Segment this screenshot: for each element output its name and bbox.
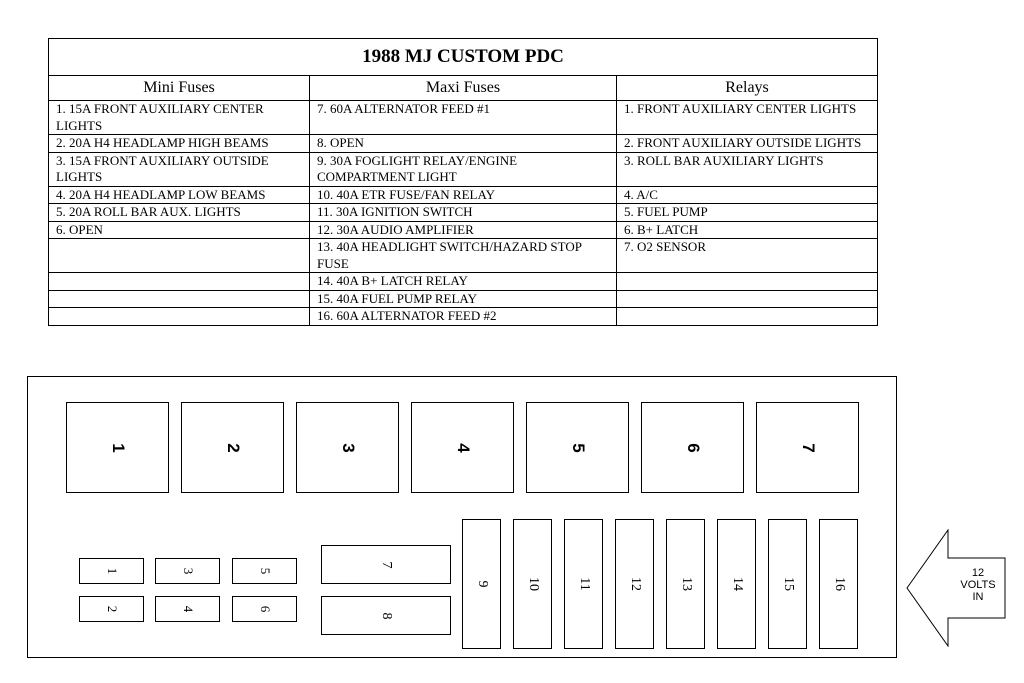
maxi-fuse-label-9: 9 bbox=[474, 580, 490, 588]
header-mini-fuses: Mini Fuses bbox=[49, 76, 310, 101]
mini-fuse-label-6: 6 bbox=[257, 605, 273, 613]
mini-fuse-cell: 6. OPEN bbox=[49, 221, 310, 239]
maxi-fuse-label-8: 8 bbox=[379, 612, 394, 619]
mini-fuse-slot-6 bbox=[232, 596, 297, 622]
mini-fuse-cell: 2. 20A H4 HEADLAMP HIGH BEAMS bbox=[49, 135, 310, 153]
header-maxi-fuses: Maxi Fuses bbox=[310, 76, 617, 101]
relay-label-6: 6 bbox=[683, 442, 703, 453]
pdc-layout-diagram bbox=[27, 376, 897, 658]
table-row bbox=[49, 290, 878, 308]
relay-label-7: 7 bbox=[798, 442, 818, 453]
table-row bbox=[49, 273, 878, 291]
relay-label-2: 2 bbox=[223, 442, 243, 453]
maxi-fuse-slot-15 bbox=[768, 519, 807, 649]
mini-fuse-cell bbox=[49, 273, 310, 291]
mini-fuse-label-2: 2 bbox=[104, 605, 120, 613]
maxi-fuse-slot-14 bbox=[717, 519, 756, 649]
relay-slot-3 bbox=[296, 402, 399, 493]
table-row bbox=[49, 101, 878, 135]
table-row bbox=[49, 308, 878, 326]
maxi-fuse-label-16: 16 bbox=[831, 577, 847, 591]
maxi-fuse-slot-9 bbox=[462, 519, 501, 649]
maxi-fuse-slot-10 bbox=[513, 519, 552, 649]
mini-fuse-slot-3 bbox=[155, 558, 220, 584]
relay-cell: 5. FUEL PUMP bbox=[617, 204, 878, 222]
maxi-fuse-label-10: 10 bbox=[525, 577, 541, 591]
mini-fuse-cell bbox=[49, 239, 310, 273]
maxi-fuse-label-11: 11 bbox=[576, 577, 592, 591]
maxi-fuse-slot-7 bbox=[321, 545, 451, 584]
relay-label-4: 4 bbox=[453, 442, 473, 453]
arrow-line-2: VOLTS bbox=[960, 579, 996, 591]
mini-fuse-cell: 4. 20A H4 HEADLAMP LOW BEAMS bbox=[49, 186, 310, 204]
relay-slot-6 bbox=[641, 402, 744, 493]
maxi-fuse-label-7: 7 bbox=[379, 561, 394, 568]
relay-cell: 6. B+ LATCH bbox=[617, 221, 878, 239]
pdc-fuse-table bbox=[48, 38, 878, 326]
mini-fuse-cell bbox=[49, 308, 310, 326]
maxi-fuse-slot-8 bbox=[321, 596, 451, 635]
table-body bbox=[49, 101, 878, 326]
maxi-fuse-cell: 12. 30A AUDIO AMPLIFIER bbox=[310, 221, 617, 239]
relay-label-1: 1 bbox=[108, 442, 128, 453]
table-row bbox=[49, 152, 878, 186]
relay-cell bbox=[617, 273, 878, 291]
table-row bbox=[49, 135, 878, 153]
arrow-line-3: IN bbox=[972, 591, 984, 603]
maxi-fuse-cell: 8. OPEN bbox=[310, 135, 617, 153]
mini-fuse-cell: 3. 15A FRONT AUXILIARY OUTSIDE LIGHTS bbox=[49, 152, 310, 186]
maxi-fuse-cell: 11. 30A IGNITION SWITCH bbox=[310, 204, 617, 222]
relay-cell bbox=[617, 290, 878, 308]
power-input-label bbox=[946, 567, 1010, 603]
table-row bbox=[49, 221, 878, 239]
relay-slot-1 bbox=[66, 402, 169, 493]
relay-slot-5 bbox=[526, 402, 629, 493]
power-input-arrow bbox=[906, 529, 1010, 647]
table-title: 1988 MJ CUSTOM PDC bbox=[49, 39, 878, 76]
mini-fuse-label-5: 5 bbox=[257, 567, 273, 575]
relay-cell: 2. FRONT AUXILIARY OUTSIDE LIGHTS bbox=[617, 135, 878, 153]
mini-fuse-slot-5 bbox=[232, 558, 297, 584]
maxi-fuse-slot-13 bbox=[666, 519, 705, 649]
relay-slot-2 bbox=[181, 402, 284, 493]
mini-fuse-slot-2 bbox=[79, 596, 144, 622]
table-row bbox=[49, 186, 878, 204]
maxi-fuse-slot-11 bbox=[564, 519, 603, 649]
table-row bbox=[49, 239, 878, 273]
mini-fuse-slot-1 bbox=[79, 558, 144, 584]
relay-cell: 4. A/C bbox=[617, 186, 878, 204]
maxi-fuse-cell: 10. 40A ETR FUSE/FAN RELAY bbox=[310, 186, 617, 204]
relay-label-5: 5 bbox=[568, 442, 588, 453]
maxi-fuse-label-15: 15 bbox=[780, 577, 796, 591]
mini-fuse-cell bbox=[49, 290, 310, 308]
mini-fuse-label-1: 1 bbox=[104, 567, 120, 575]
arrow-line-1: 12 bbox=[971, 567, 985, 579]
relay-slot-7 bbox=[756, 402, 859, 493]
mini-fuse-slot-4 bbox=[155, 596, 220, 622]
maxi-fuse-label-12: 12 bbox=[627, 577, 643, 591]
mini-fuse-label-3: 3 bbox=[180, 567, 196, 575]
relay-cell: 7. O2 SENSOR bbox=[617, 239, 878, 273]
relay-cell: 1. FRONT AUXILIARY CENTER LIGHTS bbox=[617, 101, 878, 135]
maxi-fuse-label-14: 14 bbox=[729, 577, 745, 591]
table-row bbox=[49, 204, 878, 222]
relay-label-3: 3 bbox=[338, 442, 358, 453]
mini-fuse-cell: 1. 15A FRONT AUXILIARY CENTER LIGHTS bbox=[49, 101, 310, 135]
maxi-fuse-label-13: 13 bbox=[678, 577, 694, 591]
maxi-fuse-cell: 16. 60A ALTERNATOR FEED #2 bbox=[310, 308, 617, 326]
maxi-fuse-slot-12 bbox=[615, 519, 654, 649]
maxi-fuse-cell: 9. 30A FOGLIGHT RELAY/ENGINE COMPARTMENT LIGHT bbox=[310, 152, 617, 186]
maxi-fuse-cell: 13. 40A HEADLIGHT SWITCH/HAZARD STOP FUSE bbox=[310, 239, 617, 273]
maxi-fuse-cell: 7. 60A ALTERNATOR FEED #1 bbox=[310, 101, 617, 135]
maxi-fuse-cell: 14. 40A B+ LATCH RELAY bbox=[310, 273, 617, 291]
relay-cell bbox=[617, 308, 878, 326]
maxi-fuse-slot-16 bbox=[819, 519, 858, 649]
mini-fuse-label-4: 4 bbox=[180, 605, 196, 613]
header-relays: Relays bbox=[617, 76, 878, 101]
mini-fuse-cell: 5. 20A ROLL BAR AUX. LIGHTS bbox=[49, 204, 310, 222]
relay-slot-4 bbox=[411, 402, 514, 493]
relay-cell: 3. ROLL BAR AUXILIARY LIGHTS bbox=[617, 152, 878, 186]
maxi-fuse-cell: 15. 40A FUEL PUMP RELAY bbox=[310, 290, 617, 308]
